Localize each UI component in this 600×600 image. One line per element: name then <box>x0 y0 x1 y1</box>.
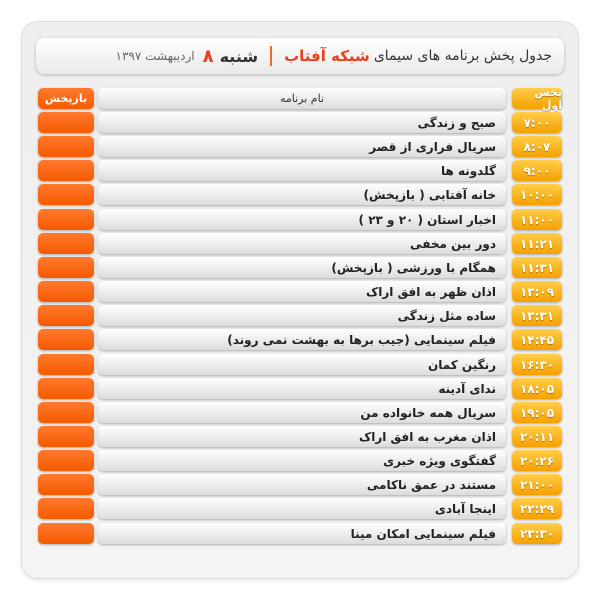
broadcast-time: ۱۱:۰۰ <box>512 209 562 230</box>
table-row <box>38 523 562 544</box>
program-name: گفتگوی ویژه خبری <box>98 450 506 471</box>
broadcast-time: ۱۰:۰۰ <box>512 184 562 205</box>
title-divider <box>270 46 272 66</box>
table-row <box>38 450 562 471</box>
broadcast-time: ۲۰:۲۶ <box>512 450 562 471</box>
table-row <box>38 209 562 230</box>
program-name: همگام با ورزشی ( بازپخش) <box>98 257 506 278</box>
broadcast-time: ۱۱:۳۱ <box>512 257 562 278</box>
broadcast-time: ۱۹:۰۵ <box>512 402 562 423</box>
program-name: فیلم سینمایی (جیب برها به بهشت نمی روند) <box>98 329 506 350</box>
rerun-time <box>38 498 94 519</box>
table-row <box>38 233 562 254</box>
rerun-time <box>38 354 94 375</box>
rerun-time <box>38 426 94 447</box>
table-header <box>38 85 562 112</box>
table-row <box>38 354 562 375</box>
rerun-time <box>38 184 94 205</box>
table-row <box>38 378 562 399</box>
rerun-time <box>38 112 94 133</box>
program-name: اخبار استان ( ۲۰ و ۲۳ ) <box>98 209 506 230</box>
rerun-time <box>38 305 94 326</box>
broadcast-time: ۱۴:۴۵ <box>512 329 562 350</box>
broadcast-time: ۱۸:۰۵ <box>512 378 562 399</box>
rerun-time <box>38 209 94 230</box>
table-row <box>38 281 562 302</box>
table-row <box>38 257 562 278</box>
program-name: خانه آفتابی ( بازپخش) <box>98 184 506 205</box>
rerun-time <box>38 160 94 181</box>
program-name: رنگین کمان <box>98 354 506 375</box>
table-row <box>38 329 562 350</box>
program-name: صبح و زندگی <box>98 112 506 133</box>
program-name: ساده مثل زندگی <box>98 305 506 326</box>
rerun-time <box>38 378 94 399</box>
rerun-time <box>38 450 94 471</box>
schedule-title: جدول پخش برنامه های سیمای <box>373 48 552 64</box>
rerun-time <box>38 523 94 544</box>
broadcast-time: ۲۲:۲۹ <box>512 498 562 519</box>
program-name: فیلم سینمایی امکان مینا <box>98 523 506 544</box>
table-row <box>38 402 562 423</box>
program-name: اینجا آبادی <box>98 498 506 519</box>
program-name: گلدونه ها <box>98 160 506 181</box>
broadcast-time: ۲۳:۳۰ <box>512 523 562 544</box>
schedule-title-bar <box>36 38 564 74</box>
program-name: سریال فراری از قصر <box>98 136 506 157</box>
day-name: شنبه <box>219 46 259 66</box>
broadcast-time: ۱۳:۳۱ <box>512 305 562 326</box>
program-name: دور بین مخفی <box>98 233 506 254</box>
rerun-time <box>38 257 94 278</box>
rerun-time <box>38 474 94 495</box>
broadcast-time: ۱۳:۰۹ <box>512 281 562 302</box>
broadcast-time: ۷:۰۰ <box>512 112 562 133</box>
table-row <box>38 184 562 205</box>
header-first-broadcast: پخش اول <box>512 88 562 109</box>
rerun-time <box>38 136 94 157</box>
rerun-time <box>38 402 94 423</box>
table-row <box>38 426 562 447</box>
header-rerun: بازپخش <box>38 88 94 109</box>
rerun-time <box>38 329 94 350</box>
header-program-name: نام برنامه <box>98 88 506 109</box>
table-row <box>38 474 562 495</box>
table-row <box>38 136 562 157</box>
month-year: اردیبهشت ۱۳۹۷ <box>115 49 195 63</box>
broadcast-time: ۱۶:۳۰ <box>512 354 562 375</box>
channel-name: شبکه آفتاب <box>284 47 370 65</box>
program-name: مستند در عمق ناکامی <box>98 474 506 495</box>
program-name: ندای آدینه <box>98 378 506 399</box>
broadcast-time: ۱۱:۲۱ <box>512 233 562 254</box>
broadcast-time: ۸:۰۷ <box>512 136 562 157</box>
rerun-time <box>38 233 94 254</box>
broadcast-time: ۹:۰۰ <box>512 160 562 181</box>
rerun-time <box>38 281 94 302</box>
program-name: اذان ظهر به افق اراک <box>98 281 506 302</box>
table-row <box>38 498 562 519</box>
program-name: اذان مغرب به افق اراک <box>98 426 506 447</box>
table-row <box>38 112 562 133</box>
broadcast-time: ۲۰:۱۱ <box>512 426 562 447</box>
program-name: سریال همه خانواده من <box>98 402 506 423</box>
table-row <box>38 160 562 181</box>
broadcast-time: ۲۱:۰۰ <box>512 474 562 495</box>
table-row <box>38 305 562 326</box>
day-number: ۸ <box>202 45 214 67</box>
